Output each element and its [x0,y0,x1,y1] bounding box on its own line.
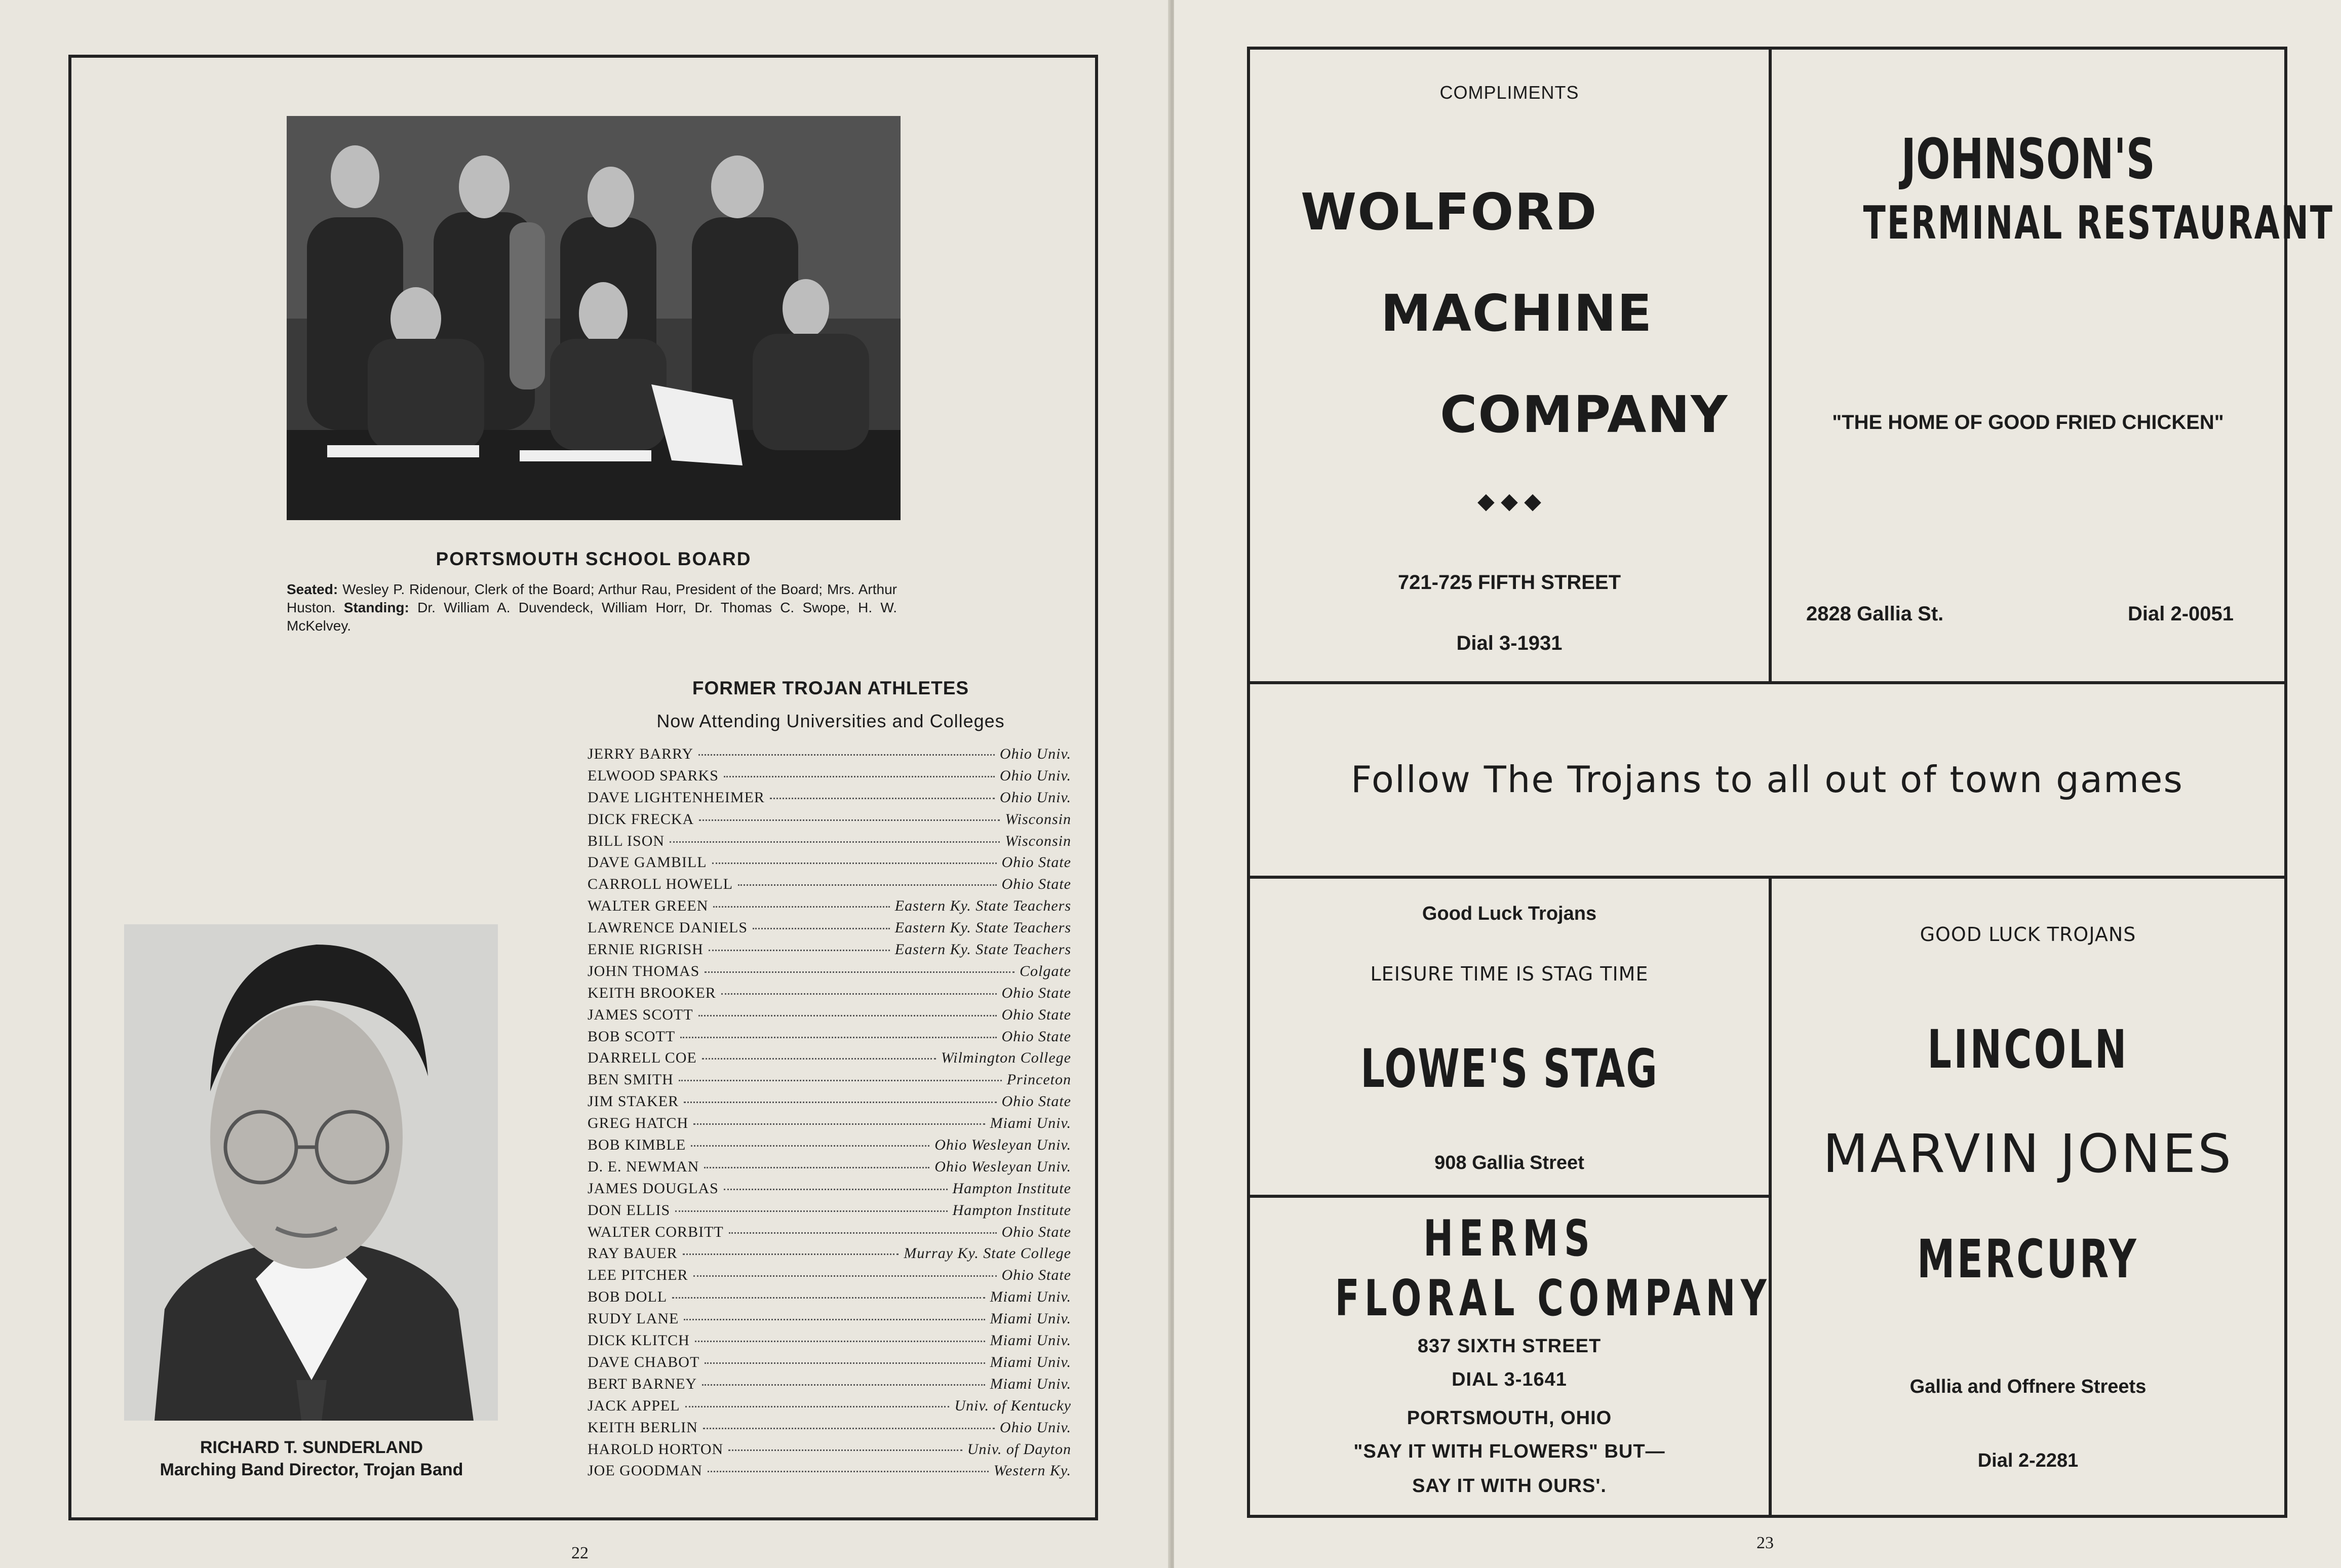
athlete-name: KEITH BERLIN [588,1419,698,1436]
athlete-name: ERNIE RIGRISH [588,941,704,958]
athlete-row [588,941,1071,963]
herms-slogan-2: SAY IT WITH OURS'. [1412,1475,1607,1497]
athlete-row [588,833,1071,854]
athlete-school: Miami Univ. [990,1353,1071,1370]
athlete-name: JAMES DOUGLAS [588,1180,719,1197]
johnson-slogan: "THE HOME OF GOOD FRIED CHICKEN" [1832,411,2224,434]
athlete-school: Miami Univ. [990,1310,1071,1327]
athlete-name: BOB SCOTT [588,1028,676,1045]
athlete-name: RUDY LANE [588,1310,679,1327]
lowes-stag-ad [1247,876,1772,1198]
lincoln-line1: LINCOLN [1927,1018,2129,1080]
athlete-school: Ohio State [1001,854,1071,871]
athlete-school: Hampton Institute [952,1201,1071,1219]
athlete-name: DARRELL COE [588,1049,697,1067]
athlete-school: Hampton Institute [952,1180,1071,1197]
athlete-row [588,1310,1071,1332]
athlete-row [588,1462,1071,1484]
board-caption [287,580,897,635]
athlete-school: Miami Univ. [990,1115,1071,1132]
standing-label: Standing: [343,600,409,615]
athlete-name: BOB KIMBLE [588,1136,686,1154]
athletes-subtitle: Now Attending Universities and Colleges [656,711,1005,731]
athlete-name: LAWRENCE DANIELS [588,919,748,936]
athlete-row [588,1354,1071,1376]
leader-dots [680,1037,996,1038]
leader-dots [702,1058,936,1060]
ornament-diamonds: ◆ ◆ ◆ [1477,489,1541,514]
athlete-school: Ohio State [1001,1028,1071,1045]
athlete-name: BERT BARNEY [588,1375,697,1392]
athlete-row [588,1028,1071,1050]
leader-dots [705,971,1015,973]
athlete-school: Miami Univ. [990,1332,1071,1349]
athlete-row [588,897,1071,919]
leader-dots [699,819,1000,821]
athlete-school: Murray Ky. State College [904,1245,1071,1262]
athlete-row [588,1397,1071,1419]
board-title: PORTSMOUTH SCHOOL BOARD [436,548,752,569]
johnson-subtitle: TERMINAL RESTAURANT [1863,197,2334,250]
athlete-school: Ohio Wesleyan Univ. [934,1136,1071,1154]
athlete-school: Miami Univ. [990,1288,1071,1306]
johnson-phone: Dial 2-0051 [2127,603,2234,625]
athlete-school: Miami Univ. [990,1375,1071,1392]
leader-dots [693,1275,997,1277]
leader-dots [702,1384,985,1386]
lincoln-greeting: GOOD LUCK TROJANS [1920,923,2136,946]
athlete-name: HAROLD HORTON [588,1440,724,1458]
athlete-name: KEITH BROOKER [588,984,716,1001]
johnson-name: JOHNSON'S [1901,127,2155,191]
athlete-school: Ohio State [1001,1093,1071,1110]
athlete-school: Ohio State [1001,1267,1071,1284]
follow-trojans-banner [1247,681,2287,879]
athlete-school: Wilmington College [941,1049,1071,1067]
portrait-name: RICHARD T. SUNDERLAND [200,1438,423,1457]
athlete-name: JOE GOODMAN [588,1462,703,1479]
athlete-school: Ohio Univ. [999,789,1071,806]
athlete-row [588,1288,1071,1310]
athlete-name: RAY BAUER [588,1245,678,1262]
leader-dots [709,950,890,951]
lowe-tagline: LEISURE TIME IS STAG TIME [1370,963,1649,985]
leader-dots [670,841,1000,843]
athlete-school: Wisconsin [1005,810,1071,828]
athlete-school: Eastern Ky. State Teachers [894,919,1071,936]
athletes-title: FORMER TROJAN ATHLETES [692,678,969,698]
herms-line2: FLORAL COMPANY [1335,1270,1772,1327]
athletes-roster [588,746,1071,1484]
athlete-row [588,1267,1071,1288]
athlete-school: Ohio State [1001,1006,1071,1023]
athlete-school: Univ. of Dayton [967,1440,1071,1458]
athlete-name: JACK APPEL [588,1397,680,1414]
herms-phone: DIAL 3-1641 [1452,1369,1567,1390]
athlete-row [588,767,1071,789]
athlete-school: Univ. of Kentucky [954,1397,1071,1414]
athlete-name: DAVE LIGHTENHEIMER [588,789,765,806]
athlete-school: Eastern Ky. State Teachers [894,897,1071,915]
athlete-row [588,1071,1071,1093]
leader-dots [724,776,995,777]
leader-dots [698,1015,997,1016]
athlete-row [588,1006,1071,1028]
wolford-line3: COMPANY [1440,385,1729,444]
athlete-row [588,1419,1071,1441]
athlete-name: GREG HATCH [588,1115,689,1132]
athlete-row [588,1093,1071,1115]
leader-dots [713,906,889,908]
leader-dots [684,1102,996,1103]
athlete-name: DAVE CHABOT [588,1353,700,1370]
athlete-name: CARROLL HOWELL [588,876,733,893]
leader-dots [703,1428,995,1429]
athlete-name: DAVE GAMBILL [588,854,707,871]
athlete-school: Ohio Wesleyan Univ. [934,1158,1071,1175]
lowe-address: 908 Gallia Street [1434,1152,1584,1173]
athlete-row [588,1136,1071,1158]
athlete-name: BOB DOLL [588,1288,668,1306]
athlete-school: Eastern Ky. State Teachers [894,941,1071,958]
follow-text: Follow The Trojans to all out of town games [1351,758,2183,801]
leader-dots [691,1145,929,1147]
athlete-row [588,1245,1071,1267]
athlete-row [588,1376,1071,1397]
leader-dots [675,1210,947,1212]
athlete-row [588,1202,1071,1224]
athlete-row [588,746,1071,767]
sunderland-portrait-photo [124,924,498,1421]
herms-address: 837 SIXTH STREET [1417,1336,1602,1357]
lincoln-address: Gallia and Offnere Streets [1909,1376,2147,1397]
leader-dots [693,1123,985,1125]
athlete-name: JIM STAKER [588,1093,679,1110]
athlete-name: D. E. NEWMAN [588,1158,699,1175]
wolford-line2: MACHINE [1381,284,1653,343]
athlete-school: Ohio State [1001,1223,1071,1240]
athlete-school: Colgate [1020,962,1071,979]
athlete-row [588,1115,1071,1136]
leader-dots [695,1341,985,1342]
athlete-row [588,985,1071,1006]
athlete-name: DON ELLIS [588,1201,671,1219]
leader-dots [683,1253,899,1255]
athlete-row [588,963,1071,985]
athlete-name: WALTER GREEN [588,897,709,915]
page-number-left: 22 [571,1544,589,1562]
athlete-row [588,1441,1071,1463]
wolford-compliments: COMPLIMENTS [1439,82,1579,103]
herms-line1: HERMS [1423,1210,1596,1268]
leader-dots [729,1232,997,1234]
lincoln-line3: MERCURY [1917,1228,2139,1290]
athlete-school: Ohio Univ. [999,746,1071,762]
athlete-name: JOHN THOMAS [588,962,700,979]
johnson-address: 2828 Gallia St. [1806,603,1944,625]
athlete-name: BILL ISON [588,832,665,849]
left-page [0,0,1170,1568]
athlete-name: WALTER CORBITT [588,1223,724,1240]
athlete-name: BEN SMITH [588,1071,674,1088]
leader-dots [728,1449,962,1451]
athlete-row [588,854,1071,876]
athlete-row [588,1224,1071,1245]
johnson-ad [1769,47,2334,684]
leader-dots [672,1297,985,1299]
leader-dots [704,1167,929,1168]
wolford-address: 721-725 FIFTH STREET [1397,571,1621,594]
portrait-role: Marching Band Director, Trojan Band [160,1460,463,1479]
athlete-name: LEE PITCHER [588,1267,688,1284]
school-board-photo [287,116,901,520]
leader-dots [753,928,890,929]
lowe-greeting: Good Luck Trojans [1422,903,1597,924]
athlete-row [588,1049,1071,1071]
leader-dots [721,993,997,995]
athlete-school: Ohio State [1001,876,1071,893]
athlete-name: DICK FRECKA [588,810,694,828]
herms-slogan-1: "SAY IT WITH FLOWERS" BUT— [1353,1441,1665,1462]
leader-dots [685,1406,950,1407]
athlete-name: JERRY BARRY [588,746,694,762]
leader-dots [712,863,997,864]
portrait-caption [101,1436,522,1481]
lowe-name: LOWE'S STAG [1360,1038,1658,1100]
leader-dots [724,1189,948,1190]
athlete-name: ELWOOD SPARKS [588,767,719,784]
lincoln-phone: Dial 2-2281 [1977,1450,2079,1471]
athlete-name: DICK KLITCH [588,1332,690,1349]
seated-text: Wesley P. Ridenour, Clerk of the Board; Arthur Rau, President of the Board; Mrs. Arthur Huston. [287,581,897,615]
athlete-school: Western Ky. [993,1462,1071,1479]
athlete-row [588,1332,1071,1354]
athlete-row [588,1180,1071,1202]
athlete-row [588,811,1071,833]
herms-floral-ad [1247,1195,1772,1518]
leader-dots [679,1080,1002,1081]
wolford-ad [1247,47,1772,684]
athlete-row [588,876,1071,897]
athlete-row [588,789,1071,811]
herms-city: PORTSMOUTH, OHIO [1407,1407,1612,1429]
leader-dots [770,798,995,799]
leader-dots [684,1319,985,1320]
athlete-school: Wisconsin [1005,832,1071,849]
athlete-school: Ohio Univ. [999,1419,1071,1436]
lincoln-mercury-ad [1769,876,2287,1518]
page-number-right: 23 [1757,1534,1774,1552]
leader-dots [708,1471,989,1472]
athlete-row [588,1158,1071,1180]
wolford-line1: WOLFORD [1301,182,1598,242]
athlete-row [588,919,1071,941]
leader-dots [698,754,995,756]
athlete-school: Ohio Univ. [999,767,1071,784]
lincoln-line2: MARVIN JONES [1822,1123,2234,1185]
athlete-school: Princeton [1006,1071,1071,1088]
leader-dots [705,1362,985,1364]
wolford-phone: Dial 3-1931 [1456,632,1563,654]
leader-dots [738,884,996,886]
seated-label: Seated: [287,581,338,597]
athlete-school: Ohio State [1001,984,1071,1001]
standing-text: Dr. William A. Duvendeck, William Horr, Dr. Thomas C. Swope, H. W. McKelvey. [287,600,898,634]
athlete-name: JAMES SCOTT [588,1006,693,1023]
